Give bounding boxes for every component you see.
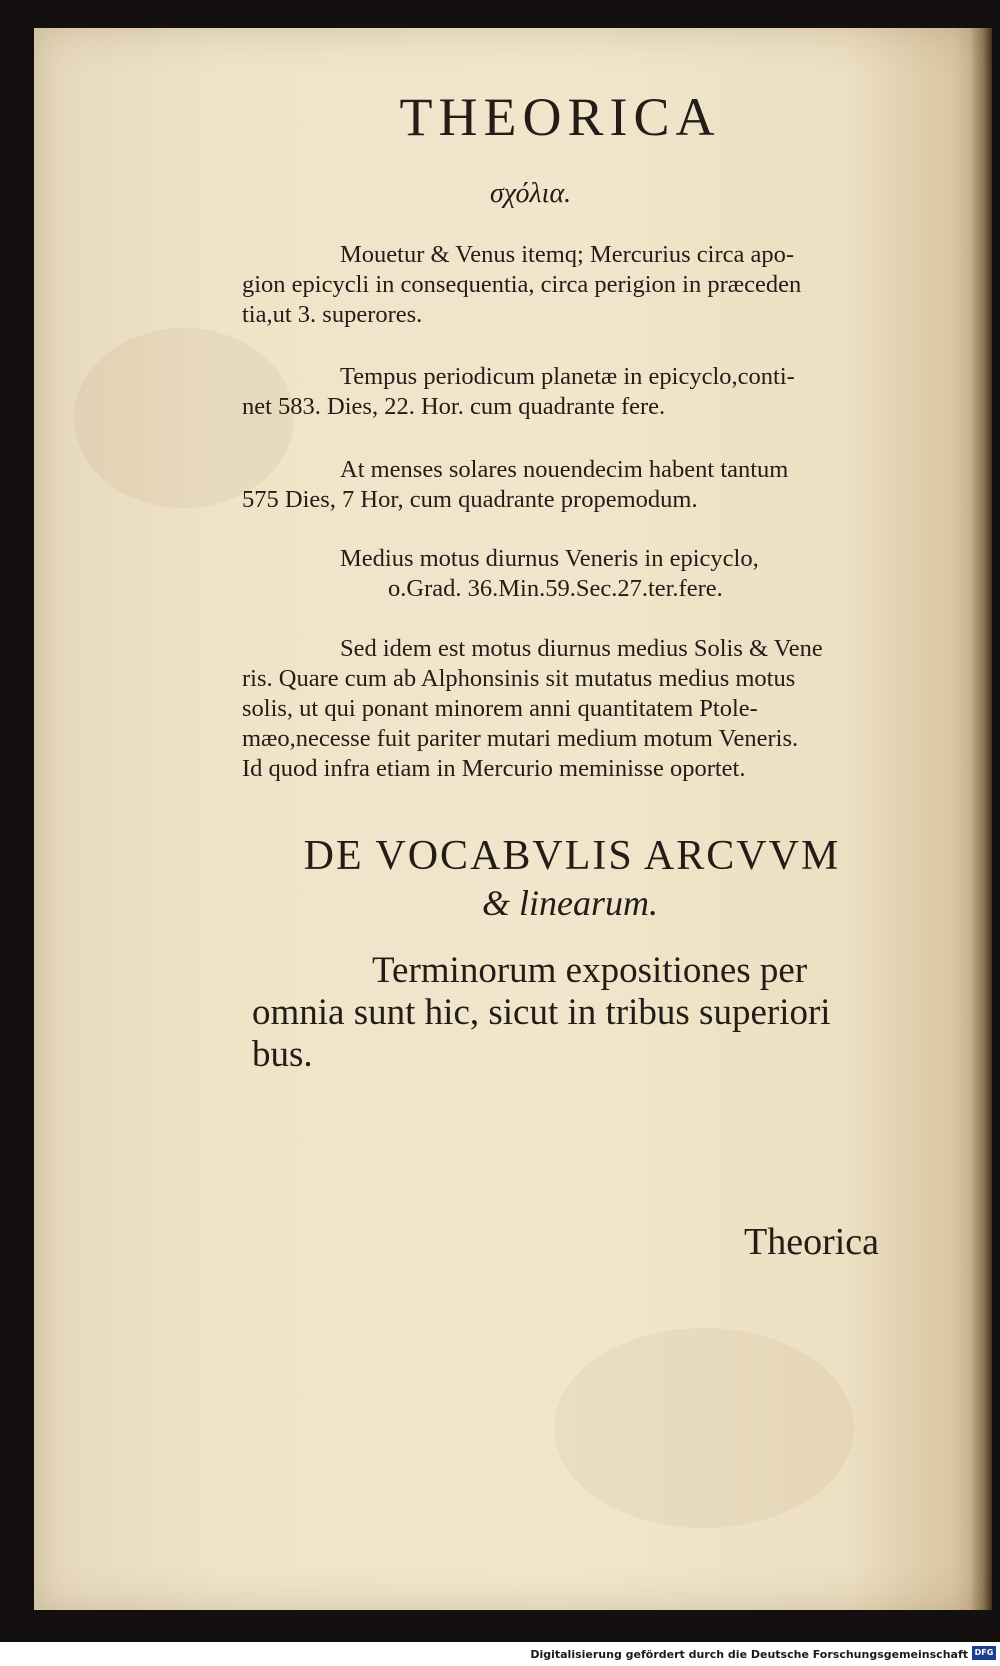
paragraph-3 bbox=[242, 455, 897, 515]
paragraph-2 bbox=[242, 362, 897, 422]
paragraph-line: Tempus periodicum planetæ in epicyclo,conti- bbox=[340, 363, 795, 390]
paragraph-line: At menses solares nouendecim habent tantum bbox=[340, 456, 789, 483]
paragraph-line: net 583. Dies, 22. Hor. cum quadrante fere. bbox=[242, 393, 666, 420]
paragraph-line: o.Grad. 36.Min.59.Sec.27.ter.fere. bbox=[388, 575, 723, 602]
paragraph-line: Sed idem est motus diurnus medius Solis & Vene bbox=[340, 635, 823, 662]
paper-stain bbox=[554, 1328, 854, 1528]
paragraph-line: Medius motus diurnus Veneris in epicyclo, bbox=[340, 545, 759, 572]
paragraph-line: bus. bbox=[252, 1034, 313, 1075]
paragraph-line: ris. Quare cum ab Alphonsinis sit mutatus medius motus bbox=[242, 665, 796, 692]
paragraph-line: Mouetur & Venus itemq; Mercurius circa apo- bbox=[340, 241, 795, 268]
page-title: THEORICA bbox=[399, 87, 721, 147]
paragraph-line: 575 Dies, 7 Hor, cum quadrante propemodum. bbox=[242, 486, 698, 513]
paragraph-line: tia,ut 3. superores. bbox=[242, 301, 423, 328]
paragraph-5 bbox=[242, 634, 897, 784]
paragraph-line: Terminorum expositiones per bbox=[372, 950, 808, 991]
dfg-logo-icon: DFG bbox=[972, 1646, 996, 1660]
scholia-heading: σχόλια. bbox=[490, 178, 572, 209]
paragraph-line: mæo,necesse fuit pariter mutari medium motum Veneris. bbox=[242, 725, 799, 752]
paragraph-1 bbox=[242, 240, 897, 330]
large-paragraph bbox=[252, 950, 900, 1076]
section-subheading: & linearum. bbox=[482, 883, 658, 923]
paragraph-line: Id quod infra etiam in Mercurio meminisse oportet. bbox=[242, 755, 746, 782]
paragraph-line: solis, ut qui ponant minorem anni quantitatem Ptole- bbox=[242, 695, 758, 722]
catchword: Theorica bbox=[744, 1221, 880, 1263]
funding-credit: Digitalisierung gefördert durch die Deutsche Forschungsgemeinschaft bbox=[530, 1648, 968, 1661]
paragraph-line: omnia sunt hic, sicut in tribus superiori bbox=[252, 992, 831, 1033]
page-edge bbox=[970, 28, 992, 1610]
paragraph-4 bbox=[242, 544, 897, 604]
paragraph-line: gion epicycli in consequentia, circa perigion in præceden bbox=[242, 271, 802, 298]
section-heading: DE VOCABVLIS ARCVVM bbox=[303, 833, 841, 879]
